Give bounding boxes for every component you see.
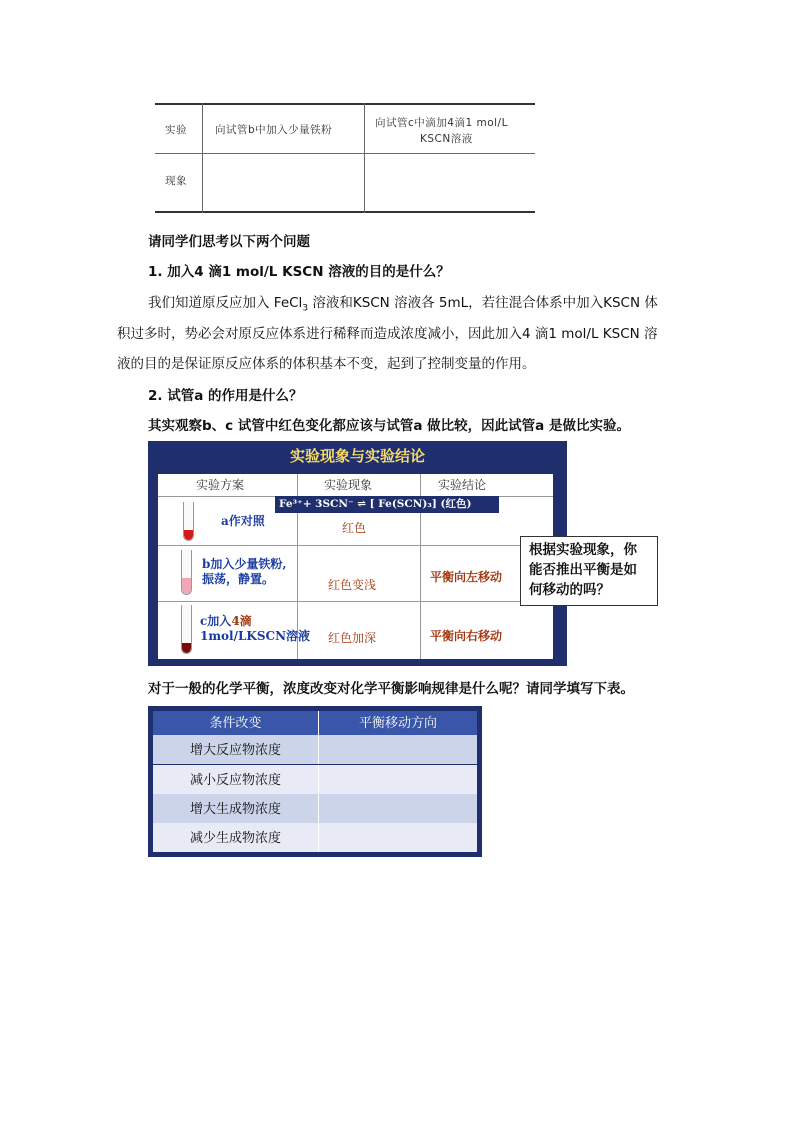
table-rule-top	[155, 103, 535, 105]
test-tube-b-icon	[181, 550, 192, 595]
table-row	[153, 823, 477, 852]
phenomenon-a: 红色	[342, 521, 367, 535]
header-condition: 条件改变	[209, 715, 262, 730]
plan-b-line-1: b加入少量铁粉,	[202, 557, 287, 571]
grid-row-divider	[158, 545, 553, 546]
header-conclusion: 实验结论	[438, 478, 487, 492]
plan-c-line-2: 1mol/LKSCN溶液	[200, 629, 311, 643]
answer-1-line-3: 液的目的是保证原反应体系的体积基本不变，起到了控制变量的作用。	[117, 356, 536, 372]
plan-c-line-1: c加入4滴	[200, 614, 252, 628]
equilibrium-equation: Fe³⁺+ 3SCN⁻ ⇌ [ Fe(SCN)₃] (红色)	[275, 496, 499, 513]
table-rule-mid	[155, 153, 535, 154]
experiment-b-cell: 向试管b中加入少量铁粉	[215, 124, 333, 136]
row-label-experiment: 实验	[165, 124, 187, 136]
prompt-text: 请同学们思考以下两个问题	[148, 234, 310, 250]
transition-text: 对于一般的化学平衡，浓度改变对化学平衡影响规律是什么呢？请同学填写下表。	[148, 681, 634, 697]
answer-1-line-2: 积过多时，势必会对原反应体系进行稀释而造成浓度减小，因此加入4 滴1 mol/L KSCN 溶	[117, 326, 658, 342]
answer-2: 其实观察b、c 试管中红色变化都应该与试管a 做比较，因此试管a 是做比实验。	[148, 418, 630, 434]
table-row	[153, 794, 477, 823]
question-1: 1. 加入4 滴1 mol/L KSCN 溶液的目的是什么？	[148, 264, 450, 280]
test-tube-a-icon	[183, 502, 194, 541]
experiment-c-cell-line1: 向试管c中滴加4滴1 mol/L	[375, 117, 508, 129]
phenomenon-c: 红色加深	[328, 631, 377, 645]
header-direction: 平衡移动方向	[358, 715, 437, 730]
table-header	[153, 711, 477, 735]
conclusion-c: 平衡向右移动	[430, 629, 503, 643]
plan-b	[202, 557, 287, 587]
question-2: 2. 试管a 的作用是什么？	[148, 388, 303, 404]
experiment-table	[155, 103, 535, 213]
slide-title: 实验现象与实验结论	[289, 447, 425, 465]
callout-line-2: 能否推出平衡是如	[529, 562, 637, 578]
row-label-phenomenon: 现象	[165, 175, 187, 187]
table-col-divider	[364, 103, 365, 213]
row-condition: 增大反应物浓度	[189, 742, 281, 757]
table-row	[153, 765, 477, 794]
question-callout	[520, 536, 658, 606]
experiment-c-cell-line2: KSCN溶液	[420, 133, 473, 145]
plan-c	[200, 614, 310, 644]
conclusion-b: 平衡向左移动	[430, 570, 503, 584]
table-row	[153, 735, 477, 764]
header-plan: 实验方案	[196, 478, 245, 492]
table-col-divider	[202, 103, 203, 213]
row-condition: 增大生成物浓度	[189, 801, 281, 816]
plan-a: a作对照	[221, 514, 265, 528]
results-slide	[148, 441, 567, 666]
answer-1-line-1: 我们知道原反应加入 FeCl$_3$ 溶液和KSCN 溶液各 5mL，若往混合体系中加入KSCN 体	[148, 295, 658, 314]
grid-row-divider	[158, 601, 553, 602]
row-condition: 减少生成物浓度	[189, 830, 281, 845]
phenomenon-b: 红色变浅	[328, 578, 377, 592]
table-rule-bottom	[155, 211, 535, 213]
header-phenomenon: 实验现象	[324, 478, 373, 492]
callout-line-3: 何移动的吗？	[529, 582, 610, 598]
callout-line-1: 根据实验现象，你	[529, 542, 637, 558]
row-condition: 减小反应物浓度	[189, 772, 281, 787]
results-grid	[158, 474, 553, 659]
test-tube-c-icon	[181, 605, 192, 654]
equilibrium-shift-table	[148, 706, 482, 857]
plan-b-line-2: 振荡，静置。	[202, 572, 275, 586]
